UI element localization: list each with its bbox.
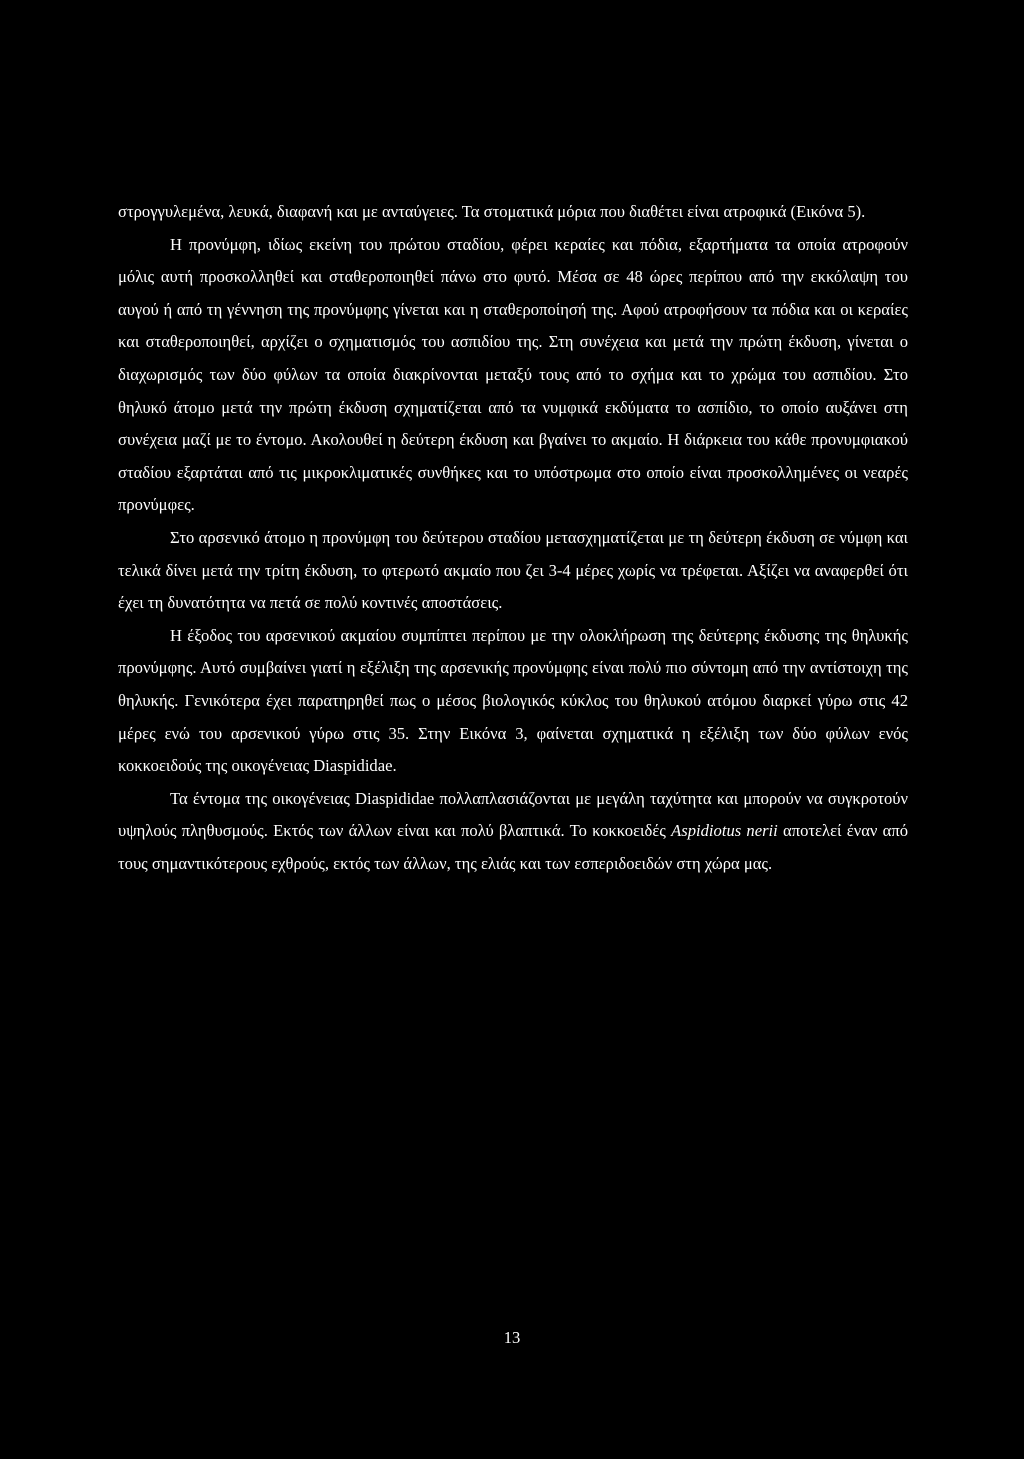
- paragraph-5-before: Τα έντομα της οικογένειας Diaspididae πολλαπλασιάζονται με μεγάλη ταχύτητα και μπορούν να συγκροτούν υψηλούς πληθυσμούς. Εκτός των άλλων είναι και πολύ βλαπτικά. Το κοκκοειδές: [118, 788, 908, 841]
- paragraph-3: Στο αρσενικό άτομο η προνύμφη του δεύτερου σταδίου μετασχηματίζεται με τη δεύτερη έκδυση σε νύμφη και τελικά δίνει μετά την τρίτη έκδυση, το φτερωτό ακμαίο που ζει 3-4 μέρες χωρίς να τρέφεται. Αξίζει να αναφερθεί ότι έχει τη δυνατότητα να πετά σε πολύ κοντινές αποστάσεις.: [118, 527, 908, 613]
- paragraph-4: Η έξοδος του αρσενικού ακμαίου συμπίπτει περίπου με την ολοκλήρωση της δεύτερης έκδυσης της θηλυκής προνύμφης. Αυτό συμβαίνει γιατί η εξέλιξη της αρσενικής προνύμφης είναι πολύ πιο σύντομη από την αντίστοιχη της θηλυκής. Γενικότερα έχει παρατηρηθεί πως ο μέσος βιολογικός κύκλος του θηλυκού ατόμου διαρκεί γύρω στις 42 μέρες ενώ του αρσενικού γύρω στις 35. Στην Εικόνα 3, φαίνεται σχηματικά η εξέλιξη των δύο φύλων ενός κοκκοειδούς της οικογένειας Diaspididae.: [118, 625, 908, 776]
- paragraph-5: [118, 783, 908, 881]
- paragraph-5-after: αποτελεί έναν από τους σημαντικότερους εχθρούς, εκτός των άλλων, της ελιάς και των εσπεριδοειδών στη χώρα μας.: [118, 821, 909, 873]
- body-text: [118, 196, 908, 880]
- page-number: 13: [503, 1328, 521, 1347]
- species-name: Aspidiotus nerii: [671, 821, 778, 841]
- paragraph-2: Η προνύμφη, ιδίως εκείνη του πρώτου σταδίου, φέρει κεραίες και πόδια, εξαρτήματα τα οποία ατροφούν μόλις αυτή προσκολληθεί και σταθεροποιηθεί πάνω στο φυτό. Μέσα σε 48 ώρες περίπου από την εκκόλαψη του αυγού ή από τη γέννηση της προνύμφης γίνεται και η σταθεροποίησή της. Αφού ατροφήσουν τα πόδια και οι κεραίες και σταθεροποιηθεί, αρχίζει ο σχηματισμός του ασπιδίου της. Στη συνέχεια και μετά την πρώτη έκδυση, γίνεται ο διαχωρισμός των δύο φύλων τα οποία διακρίνονται μεταξύ τους από το σχήμα και το χρώμα του ασπιδίου. Στο θηλυκό άτομο μετά την πρώτη έκδυση σχηματίζεται από τα νυμφικά εκδύματα το ασπίδιο, το οποίο αυξάνει στη συνέχεια μαζί με το έντομο. Ακολουθεί η δεύτερη έκδυση και βγαίνει το ακμαίο. Η διάρκεια του κάθε προνυμφιακού σταδίου εξαρτάται από τις μικροκλιματικές συνθήκες και το υπόστρωμα στο οποίο είναι προσκολλημένες οι νεαρές προνύμφες.: [118, 234, 908, 515]
- paragraph-1: στρογγυλεμένα, λευκά, διαφανή και με ανταύγειες. Τα στοματικά μόρια που διαθέτει είναι ατροφικά (Εικόνα 5).: [118, 202, 866, 221]
